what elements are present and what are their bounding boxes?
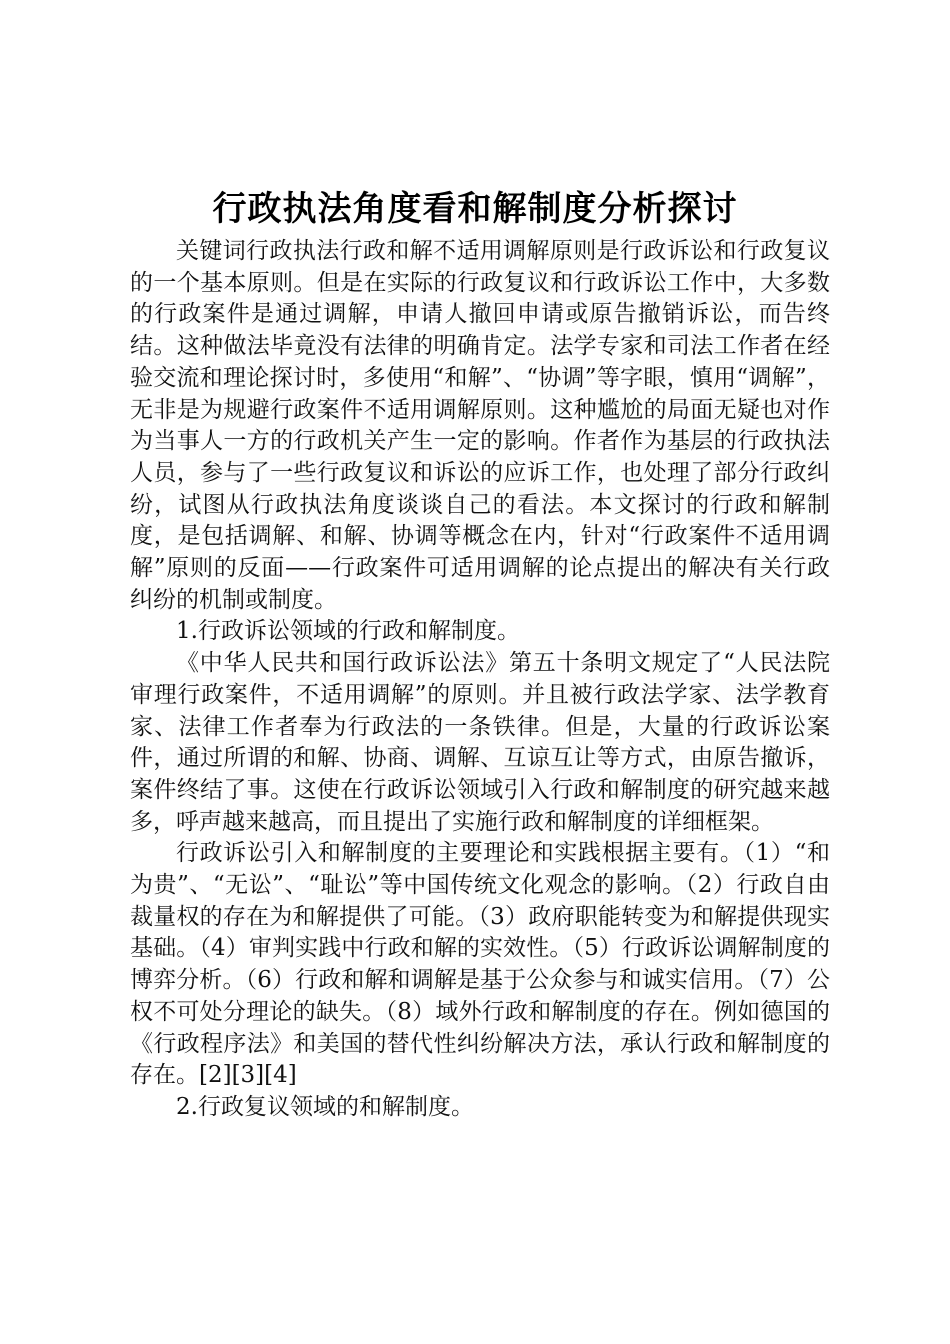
- paragraph-reasons: 行政诉讼引入和解制度的主要理论和实践根据主要有。（1）“和为贵”、“无讼”、“耻讼”等中国传统文化观念的影响。（2）行政自由裁量权的存在为和解提供了可能。（3）政府职能转变为和解提供现实基础。（4）审判实践中行政和解的实效性。（5）行政诉讼调解制度的博弈分析。（6）行政和解和调解是基于公众参与和诚实信用。（7）公权不可处分理论的缺失。（8）域外行政和解制度的存在。例如德国的《行政程序法》和美国的替代性纠纷解决方法，承认行政和解制度的存在。[2][3][4]: [130, 840, 830, 1089]
- document-title: 行政执法角度看和解制度分析探讨: [212, 189, 738, 229]
- paragraph-intro: 关键词行政执法行政和解不适用调解原则是行政诉讼和行政复议的一个基本原则。但是在实际的行政复议和行政诉讼工作中，大多数的行政案件是通过调解，申请人撤回申请或原告撤销诉讼，而告终结。这种做法毕竟没有法律的明确肯定。法学专家和司法工作者在经验交流和理论探讨时，多使用“和解”、“协调”等字眼，慎用“调解”，无非是为规避行政案件不适用调解原则。这种尴尬的局面无疑也对作为当事人一方的行政机关产生一定的影响。作者作为基层的行政执法人员，参与了一些行政复议和诉讼的应诉工作，也处理了部分行政纠纷，试图从行政执法角度谈谈自己的看法。本文探讨的行政和解制度，是包括调解、和解、协调等概念在内，针对“行政案件不适用调解”原则的反面——行政案件可适用调解的论点提出的解决有关行政纠纷的机制或制度。: [130, 238, 830, 613]
- document-body: [130, 236, 830, 1124]
- section-heading-1: 1.行政诉讼领域的行政和解制度。: [176, 618, 520, 645]
- paragraph-litigation-law: 《中华人民共和国行政诉讼法》第五十条明文规定了“人民法院审理行政案件，不适用调解”的原则。并且被行政法学家、法学教育家、法律工作者奉为行政法的一条铁律。但是，大量的行政诉讼案件，通过所谓的和解、协商、调解、互谅互让等方式，由原告撤诉，案件终结了事。这使在行政诉讼领域引入行政和解制度的研究越来越多，呼声越来越高，而且提出了实施行政和解制度的详细框架。: [130, 650, 830, 835]
- section-heading-2: 2.行政复议领域的和解制度。: [176, 1093, 474, 1120]
